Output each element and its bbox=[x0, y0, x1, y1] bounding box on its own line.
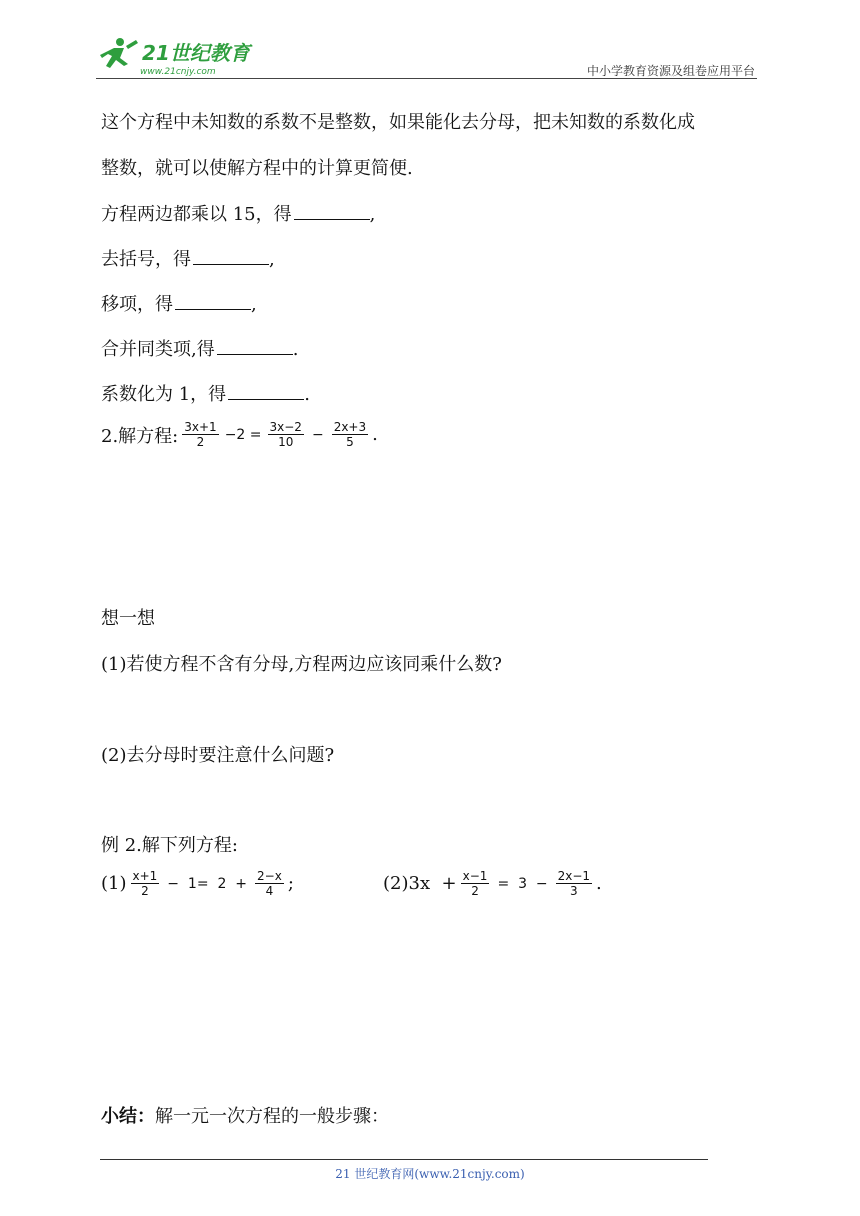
fraction: $\frac{x+1}{2}$ bbox=[132, 869, 158, 898]
step-combine-text: 合并同类项,得 bbox=[101, 339, 215, 360]
summary-label: 小结： bbox=[101, 1106, 155, 1127]
step-transpose: 移项，得 , bbox=[101, 294, 257, 315]
fraction: $\frac{2-x}{4}$ bbox=[257, 869, 282, 898]
step-coefficient: 系数化为 1，得 . bbox=[101, 384, 310, 405]
paragraph-line-2: 整数，就可以使解方程中的计算更简便. bbox=[101, 158, 413, 179]
step-multiply: 方程两边都乘以 15，得 , bbox=[101, 204, 376, 225]
site-logo bbox=[96, 34, 266, 78]
step-remove-brackets: 去括号，得 , bbox=[101, 249, 275, 270]
answer-blank bbox=[175, 293, 251, 310]
header-platform-text: 中小学教育资源及组卷应用平台 bbox=[586, 64, 755, 78]
step-remove-brackets-text: 去括号，得 bbox=[101, 249, 191, 270]
step-coefficient-text: 系数化为 1，得 bbox=[101, 384, 227, 405]
step-transpose-text: 移项，得 bbox=[101, 294, 173, 315]
summary-text: 解一元一次方程的一般步骤： bbox=[155, 1106, 389, 1127]
footer-text: 21 世纪教育网(www.21cnjy.com) bbox=[335, 1167, 525, 1181]
paragraph-line-1: 这个方程中未知数的系数不是整数，如果能化去分母，把未知数的系数化成 bbox=[101, 112, 695, 133]
example-2-title: 例 2.解下列方程: bbox=[101, 835, 238, 856]
think-title: 想一想 bbox=[101, 608, 155, 629]
footer-divider bbox=[100, 1159, 708, 1160]
fraction: $\frac{2x-1}{3}$ bbox=[557, 869, 591, 898]
step-combine: 合并同类项,得 . bbox=[101, 339, 299, 360]
question-2-prefix: 2.解方程: bbox=[101, 425, 179, 447]
logo-url: www.21cnjy.com bbox=[140, 67, 216, 77]
logo-text: 21世纪教育 bbox=[142, 41, 250, 65]
example-2-equation-2: (2)3x + $\frac{x-1}{2}$ = 3 − $\frac{2x-1}{3}$ . bbox=[383, 869, 602, 898]
answer-blank bbox=[193, 248, 269, 265]
step-multiply-text: 方程两边都乘以 15，得 bbox=[101, 204, 292, 225]
header-divider bbox=[96, 78, 757, 79]
think-question-2: (2)去分母时要注意什么问题? bbox=[101, 745, 335, 766]
think-question-1: (1)若使方程不含有分母,方程两边应该同乘什么数? bbox=[101, 654, 502, 675]
fraction: $\frac{3x-2}{10}$ bbox=[269, 420, 302, 449]
example-2-equation-1: (1) $\frac{x+1}{2}$ − 1= 2 + $\frac{2-x}{4}$ ; bbox=[101, 869, 294, 898]
summary bbox=[101, 1102, 389, 1128]
question-2: 2.解方程: $\frac{3x+1}{2}$ −2 = $\frac{3x-2}{10}$ − $\frac{2x+3}{5}$ . bbox=[101, 420, 378, 449]
fraction: $\frac{x-1}{2}$ bbox=[462, 869, 488, 898]
answer-blank bbox=[294, 203, 370, 220]
answer-blank bbox=[228, 383, 304, 400]
fraction: $\frac{2x+3}{5}$ bbox=[333, 420, 367, 449]
fraction: $\frac{3x+1}{2}$ bbox=[184, 420, 217, 449]
answer-blank bbox=[217, 338, 293, 355]
